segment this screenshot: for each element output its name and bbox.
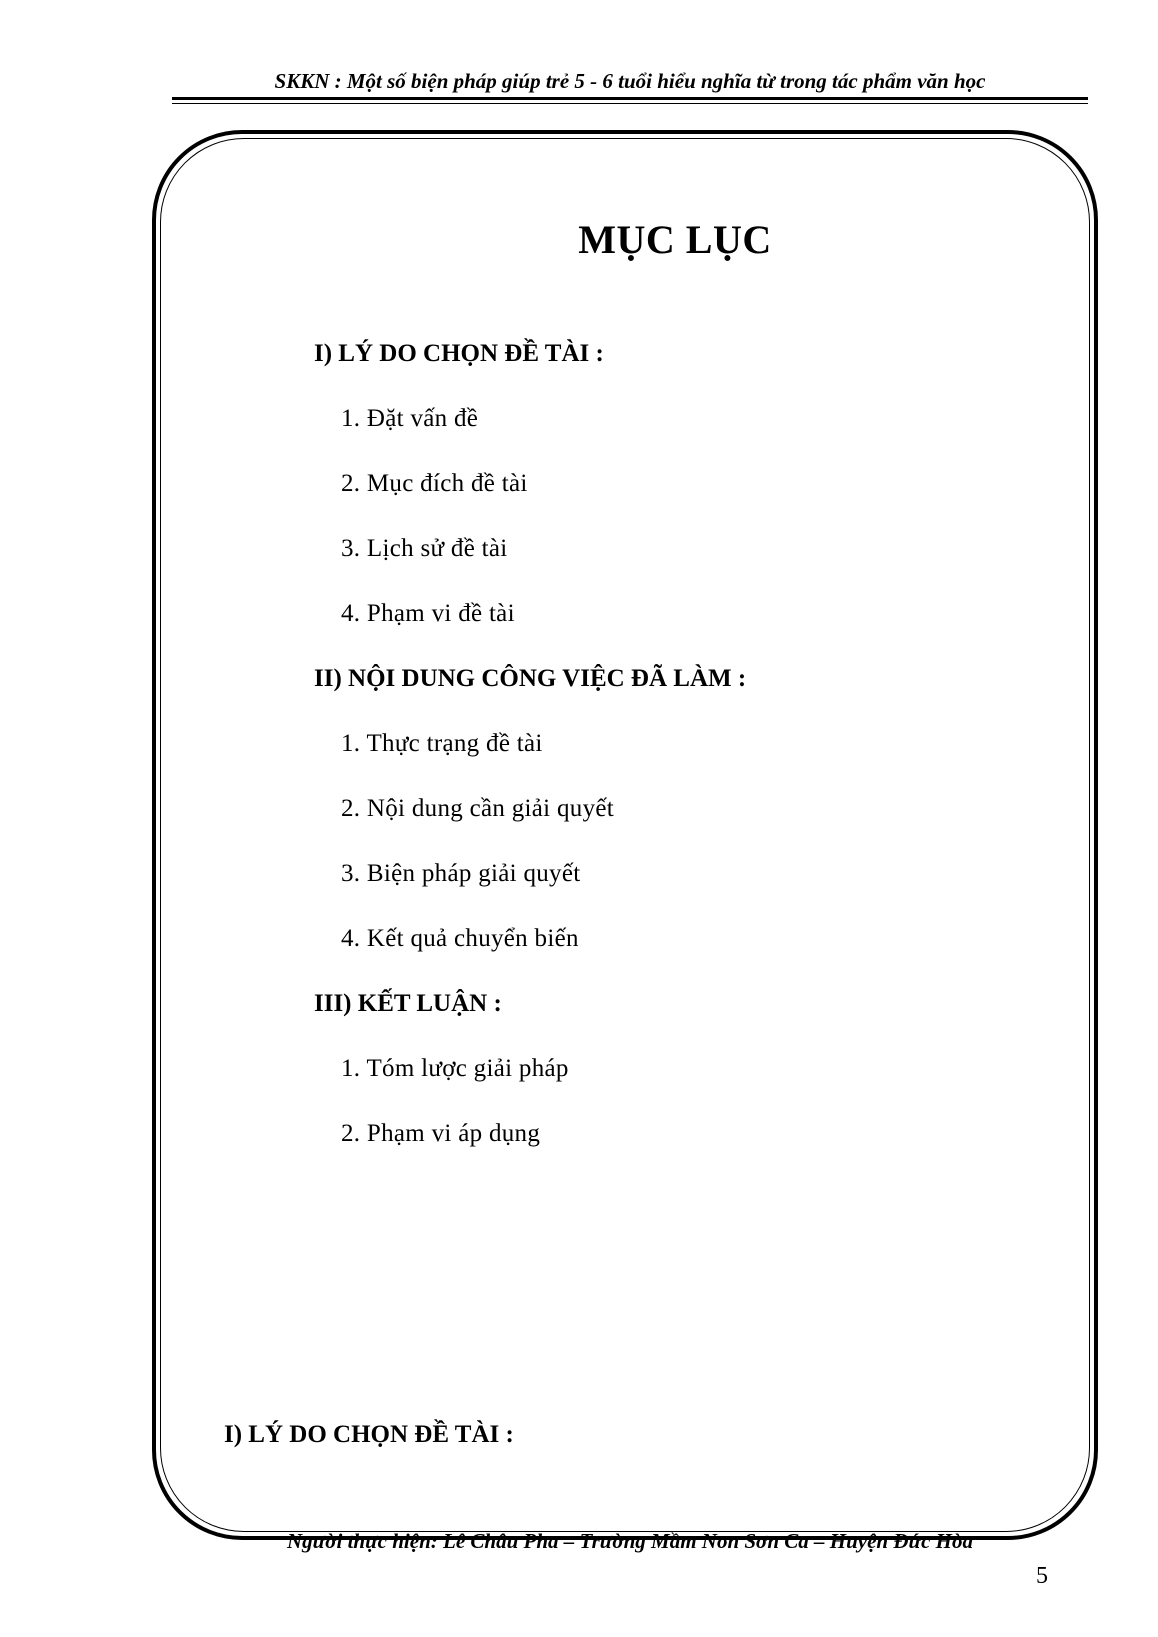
page-header: SKKN : Một số biện pháp giúp trẻ 5 - 6 tuổi hiểu nghĩa từ trong tác phẩm văn học [274, 69, 986, 93]
toc-item: 1. Thực trạng đề tài [341, 730, 543, 757]
toc-item: 1. Đặt vấn đề [341, 405, 479, 432]
table-of-contents [314, 336, 1054, 1181]
toc-section-heading: II) NỘI DUNG CÔNG VIỆC ĐÃ LÀM : [314, 665, 747, 692]
toc-item: 2. Phạm vi áp dụng [341, 1120, 541, 1147]
section-heading: I) LÝ DO CHỌN ĐỀ TÀI : [224, 1421, 514, 1448]
toc-item: 2. Mục đích đề tài [341, 470, 528, 497]
toc-section-heading: III) KẾT LUẬN : [314, 990, 502, 1017]
toc-item: 4. Kết quả chuyển biến [341, 925, 579, 952]
page-number: 5 [1036, 1563, 1048, 1589]
toc-section-heading: I) LÝ DO CHỌN ĐỀ TÀI : [314, 340, 604, 367]
page-title: MỤC LỤC [578, 217, 772, 262]
toc-item: 3. Biện pháp giải quyết [341, 860, 581, 887]
header-rule-thin [172, 103, 1088, 104]
toc-item: 1. Tóm lược giải pháp [341, 1055, 569, 1082]
toc-item: 3. Lịch sử đề tài [341, 535, 508, 562]
page-footer: Người thực hiện: Lê Châu Pha – Trường Mầm Non Sơn Ca – Huyện Đức Hòa [286, 1529, 974, 1553]
header-rule-thick [172, 97, 1088, 100]
toc-item: 2. Nội dung cần giải quyết [341, 795, 615, 822]
toc-item: 4. Phạm vi đề tài [341, 600, 515, 627]
